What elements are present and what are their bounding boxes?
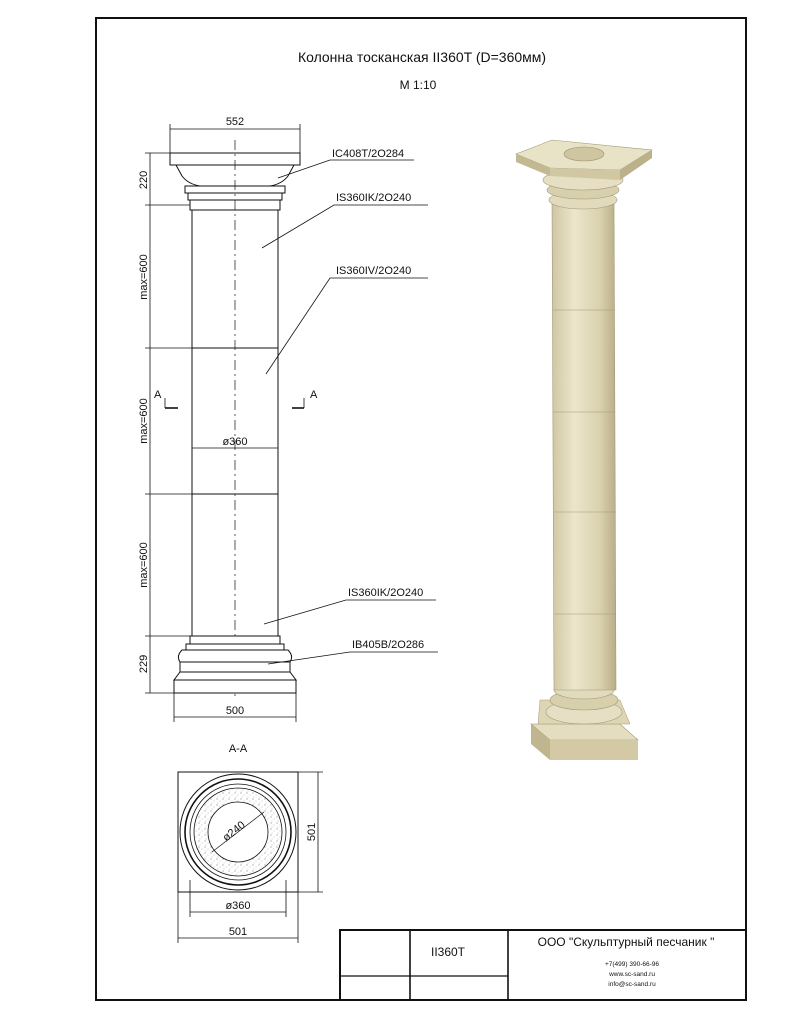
section-view bbox=[178, 772, 323, 943]
section-ring-diameter: ø360 bbox=[225, 900, 251, 912]
title-block-company: ООО "Скульптурный песчаник " bbox=[537, 935, 715, 949]
section-mark-left: A bbox=[154, 389, 162, 401]
column-elevation bbox=[170, 140, 300, 700]
dim-shaft-segment-3: max=600 bbox=[138, 542, 150, 588]
section-width: 501 bbox=[228, 926, 248, 938]
dimension-lines bbox=[145, 124, 304, 722]
title-block-website: www.sc-sand.ru bbox=[609, 971, 655, 978]
dim-shaft-segment-1: max=600 bbox=[138, 254, 150, 300]
drawing-scale: М 1:10 bbox=[399, 78, 437, 92]
section-height: 501 bbox=[306, 822, 318, 842]
callout-capital: IC408T/2O284 bbox=[332, 148, 405, 160]
dim-shaft-segment-2: max=600 bbox=[138, 398, 150, 444]
title-block-phone: +7(499) 390-66-96 bbox=[604, 961, 660, 968]
title-block-code: II360T bbox=[430, 945, 466, 959]
dim-bottom-width: 500 bbox=[225, 705, 245, 717]
dim-shaft-diameter: ø360 bbox=[222, 436, 248, 448]
dim-capital-height: 220 bbox=[138, 170, 150, 190]
dim-top-width: 552 bbox=[225, 116, 245, 128]
section-inner-diameter: ø240 bbox=[220, 819, 248, 845]
callout-shaft-middle: IS360IV/2O240 bbox=[336, 265, 412, 277]
dim-base-height: 229 bbox=[138, 654, 150, 674]
callout-shaft-top: IS360IK/2O240 bbox=[336, 192, 412, 204]
callout-base: IB405B/2O286 bbox=[352, 639, 425, 651]
column-render bbox=[516, 140, 652, 760]
section-title: A-A bbox=[228, 743, 248, 755]
title-block-email: info@sc-sand.ru bbox=[608, 981, 656, 988]
section-mark-right: A bbox=[310, 389, 318, 401]
callout-shaft-bottom: IS360IK/2O240 bbox=[348, 587, 424, 599]
drawing-title: Колонна тосканская II360T (D=360мм) bbox=[297, 49, 547, 65]
